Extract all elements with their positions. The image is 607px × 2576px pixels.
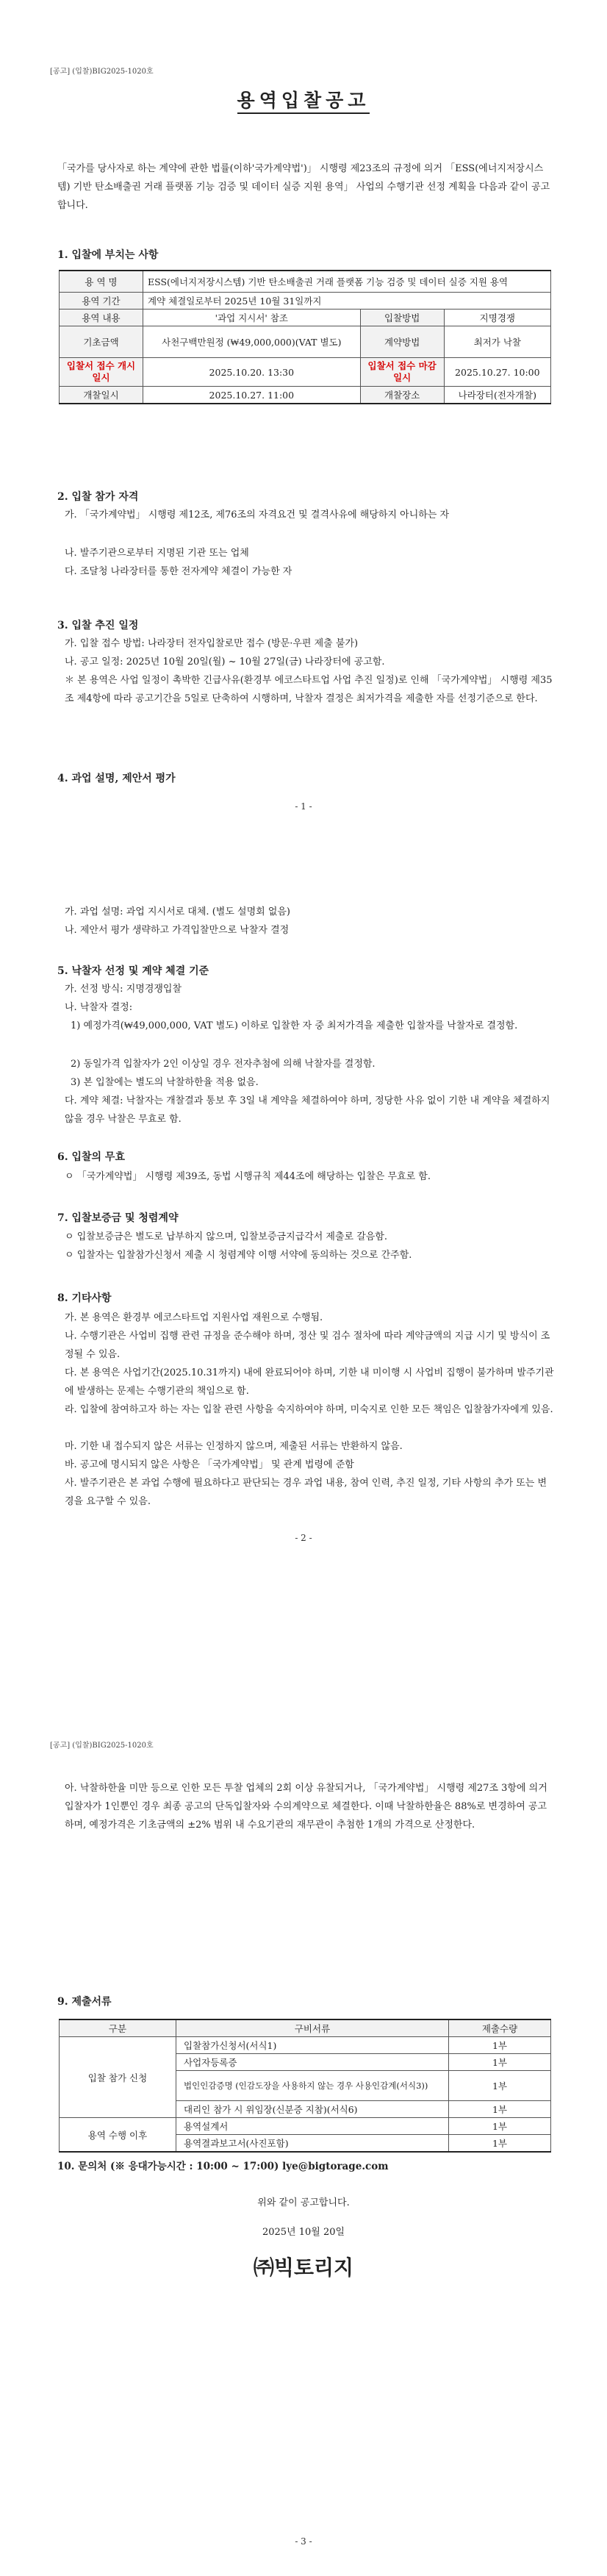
section-2-heading: 2. 입찰 참가 자격 (57, 491, 139, 503)
intro-paragraph: 「국가를 당사자로 하는 계약에 관한 법률(이하'국가계약법')」 시행령 제23조의 규정에 의거 「ESS(에너지저장시스템) 기반 탄소배출권 거래 플랫폼 기능 검증 및 데이터 실증 지원 용역」 사업의 수행기관 선정 계획을 다음과 같이 공고합니다. (57, 163, 550, 211)
doc-row: 사업자등록증 (176, 2054, 449, 2071)
doc-row: 대리인 참가 시 위임장(신분증 지참)(서식6) (176, 2101, 449, 2118)
value-close-time: 2025.10.27. 10:00 (444, 358, 550, 387)
value-bid-method: 지명경쟁 (444, 310, 550, 326)
label-content: 용역 내용 (60, 310, 143, 326)
sec8-item-d: 라. 입찰에 참여하고자 하는 자는 입찰 관련 사항을 숙지하여야 하며, 미숙지로 인한 모든 책임은 입찰참가자에게 있음. (65, 1404, 553, 1415)
sec5-item-b: 나. 낙찰자 결정: (65, 1002, 133, 1013)
group-after-service: 용역 수행 이후 (60, 2118, 176, 2153)
sec7-item-2: ㅇ 입찰자는 입찰참가신청서 제출 시 청렴계약 이행 서약에 동의하는 것으로 간주함. (65, 1250, 412, 1261)
doc-row: 용역설계서 (176, 2118, 449, 2135)
section-7-heading: 7. 입찰보증금 및 청렴계약 (57, 1212, 179, 1224)
section-9-heading: 9. 제출서류 (57, 1996, 112, 2008)
section-3-heading: 3. 입찰 추진 일정 (57, 620, 139, 632)
doc-row: 용역결과보고서(사진포함) (176, 2135, 449, 2153)
label-bid-method: 입찰방법 (360, 310, 444, 326)
closing-text: 위와 같이 공고합니다. (257, 2197, 350, 2208)
sec4-item-a: 가. 과업 설명: 과업 지시서로 대체. (별도 설명회 없음) (65, 906, 291, 917)
sec3-item-a: 가. 입찰 접수 방법: 나라장터 전자입찰로만 접수 (방문·우편 제출 불가) (65, 638, 359, 649)
value-period: 계약 체결일로부터 2025년 10월 31일까지 (143, 293, 551, 310)
sec7-item-1: ㅇ 입찰보증금은 별도로 납부하지 않으며, 입찰보증금지급각서 제출로 갈음함. (65, 1231, 388, 1242)
sec5-item-b1: 1) 예정가격(₩49,000,000, VAT 별도) 이하로 입찰한 자 중 최저가격을 제출한 입찰자를 낙찰자로 결정함. (71, 1020, 518, 1031)
sec8-item-b: 나. 수행기관은 사업비 집행 관련 규정을 준수해야 하며, 정산 및 검수 절차에 따라 계약금액의 지급 시기 및 방식이 조정될 수 있음. (65, 1331, 550, 1360)
value-opening-date: 2025.10.27. 11:00 (143, 387, 361, 404)
col-documents: 구비서류 (176, 2019, 449, 2037)
sec8-item-a: 가. 본 용역은 환경부 에코스타트업 지원사업 재원으로 수행됨. (65, 1312, 323, 1323)
sec2-item-a: 가. 「국가계약법」 시행령 제12조, 제76조의 자격요건 및 결격사유에 해당하지 아니하는 자 (65, 509, 450, 520)
sec8-item-g: 사. 발주기관은 본 과업 수행에 필요하다고 판단되는 경우 과업 내용, 참여 인력, 추진 일정, 기타 사항의 추가 또는 변경을 요구할 수 있음. (65, 1478, 547, 1507)
col-type: 구분 (60, 2019, 176, 2037)
value-open-time: 2025.10.20. 13:30 (143, 358, 361, 387)
value-content: '과업 지시서' 참조 (143, 310, 361, 326)
section-6-heading: 6. 입찰의 무효 (57, 1151, 125, 1163)
header-ref-page3: [공고] (입찰)BIG2025-1020호 (50, 1742, 154, 1750)
doc-row: 법인인감증명 (인감도장을 사용하지 않는 경우 사용인감계(서식3)) (176, 2071, 449, 2101)
label-close-time: 입찰서 접수 마감일시 (360, 358, 444, 387)
bid-info-table (59, 270, 551, 404)
qty-cell: 1부 (449, 2118, 551, 2135)
page-title: 용역입찰공고 (0, 86, 607, 112)
value-service-name: ESS(에너지저장시스템) 기반 탄소배출권 거래 플랫폼 기능 검증 및 데이터 실증 지원 용역 (143, 271, 551, 293)
value-contract-method: 최저가 낙찰 (444, 326, 550, 358)
label-contract-method: 계약방법 (360, 326, 444, 358)
qty-cell: 1부 (449, 2101, 551, 2118)
label-period: 용역 기간 (60, 293, 143, 310)
sec3-item-b: 나. 공고 일정: 2025년 10월 20일(월) ~ 10월 27일(금) 나라장터에 공고함. (65, 656, 385, 668)
section-5-heading: 5. 낙찰자 선정 및 계약 체결 기준 (57, 965, 209, 977)
group-bid-application: 입찰 참가 신청 (60, 2037, 176, 2118)
qty-cell: 1부 (449, 2037, 551, 2054)
sec5-item-a: 가. 선정 방식: 지명경쟁입찰 (65, 984, 182, 995)
sec2-item-c: 다. 조달청 나라장터를 통한 전자계약 체결이 가능한 자 (65, 566, 292, 577)
sec5-item-b3: 3) 본 입찰에는 별도의 낙찰하한율 적용 없음. (71, 1077, 259, 1088)
qty-cell: 1부 (449, 2071, 551, 2101)
sec5-item-b2: 2) 동일가격 입찰자가 2인 이상일 경우 전자추첨에 의해 낙찰자를 결정함. (71, 1059, 376, 1070)
value-base-amount: 사천구백만원정 (₩49,000,000)(VAT 별도) (143, 326, 361, 358)
documents-table (59, 2019, 551, 2153)
header-ref: [공고] (입찰)BIG2025-1020호 (50, 68, 154, 76)
doc-row: 입찰참가신청서(서식1) (176, 2037, 449, 2054)
sec8-item-h: 아. 낙찰하한율 미만 등으로 인한 모든 투찰 업체의 2회 이상 유찰되거나, 「국가계약법」 시행령 제27조 3항에 의거 입찰자가 1인뿐인 경우 최종 공고의 단독입찰자와 수의계약으로 체결한다. 이때 낙찰하한율은 88%로 변경하여 공고하며, 예정가격은 기초금액의 ±2% 범위 내 수요기관의 재무관이 추첨한 1개의 가격으로 산정한다. (65, 1783, 547, 1831)
value-opening-place: 나라장터(전자개찰) (444, 387, 550, 404)
qty-cell: 1부 (449, 2054, 551, 2071)
label-base-amount: 기초금액 (60, 326, 143, 358)
sec8-item-e: 마. 기한 내 접수되지 않은 서류는 인정하지 않으며, 제출된 서류는 반환하지 않음. (65, 1441, 403, 1452)
sec6-item: ㅇ 「국가계약법」 시행령 제39조, 동법 시행규칙 제44조에 해당하는 입찰은 무효로 함. (65, 1171, 431, 1182)
label-open-time: 입찰서 접수 개시일시 (60, 358, 143, 387)
sec2-item-b: 나. 발주기관으로부터 지명된 기관 또는 업체 (65, 548, 249, 559)
company-name: ㈜빅토리지 (253, 2255, 354, 2280)
page-number-1: - 1 - (295, 801, 312, 812)
sec8-item-f: 바. 공고에 명시되지 않은 사항은 「국가계약법」 및 관계 법령에 준함 (65, 1459, 354, 1470)
qty-cell: 1부 (449, 2135, 551, 2153)
sec4-item-b: 나. 제안서 평가 생략하고 가격입찰만으로 낙찰자 결정 (65, 925, 290, 936)
page-number-3: - 3 - (295, 2536, 312, 2547)
label-opening-date: 개찰일시 (60, 387, 143, 404)
sec3-note: ＊ 본 용역은 사업 일정이 촉박한 긴급사유(환경부 에코스타트업 사업 추진 일정)로 인해 「국가계약법」 시행령 제35조 제4항에 따라 공고기간을 5일로 단축하여 시행하며, 낙찰자 결정은 최저가격을 제출한 자를 선정기준으로 한다. (65, 675, 553, 704)
page-number-2: - 2 - (295, 1533, 312, 1543)
label-service-name: 용 역 명 (60, 271, 143, 293)
section-10-contact: 10. 문의처 (※ 응대가능시간 : 10:00 ~ 17:00) lye@bigtorage.com (57, 2161, 389, 2172)
section-4-heading: 4. 과업 설명, 제안서 평가 (57, 773, 176, 784)
sec5-item-c: 다. 계약 체결: 낙찰자는 개찰결과 통보 후 3일 내 계약을 체결하여야 하며, 정당한 사유 없이 기한 내 계약을 체결하지 않을 경우 낙찰은 무효로 함. (65, 1095, 550, 1125)
section-1-heading: 1. 입찰에 부치는 사항 (57, 249, 159, 261)
label-opening-place: 개찰장소 (360, 387, 444, 404)
section-8-heading: 8. 기타사항 (57, 1292, 112, 1304)
sec8-item-c: 다. 본 용역은 사업기간(2025.10.31까지) 내에 완료되어야 하며, 기한 내 미이행 시 사업비 집행이 불가하며 발주기관에 발생하는 문제는 수행기관의 책임으로 함. (65, 1367, 554, 1397)
announcement-date: 2025년 10월 20일 (262, 2227, 345, 2238)
col-quantity: 제출수량 (449, 2019, 551, 2037)
